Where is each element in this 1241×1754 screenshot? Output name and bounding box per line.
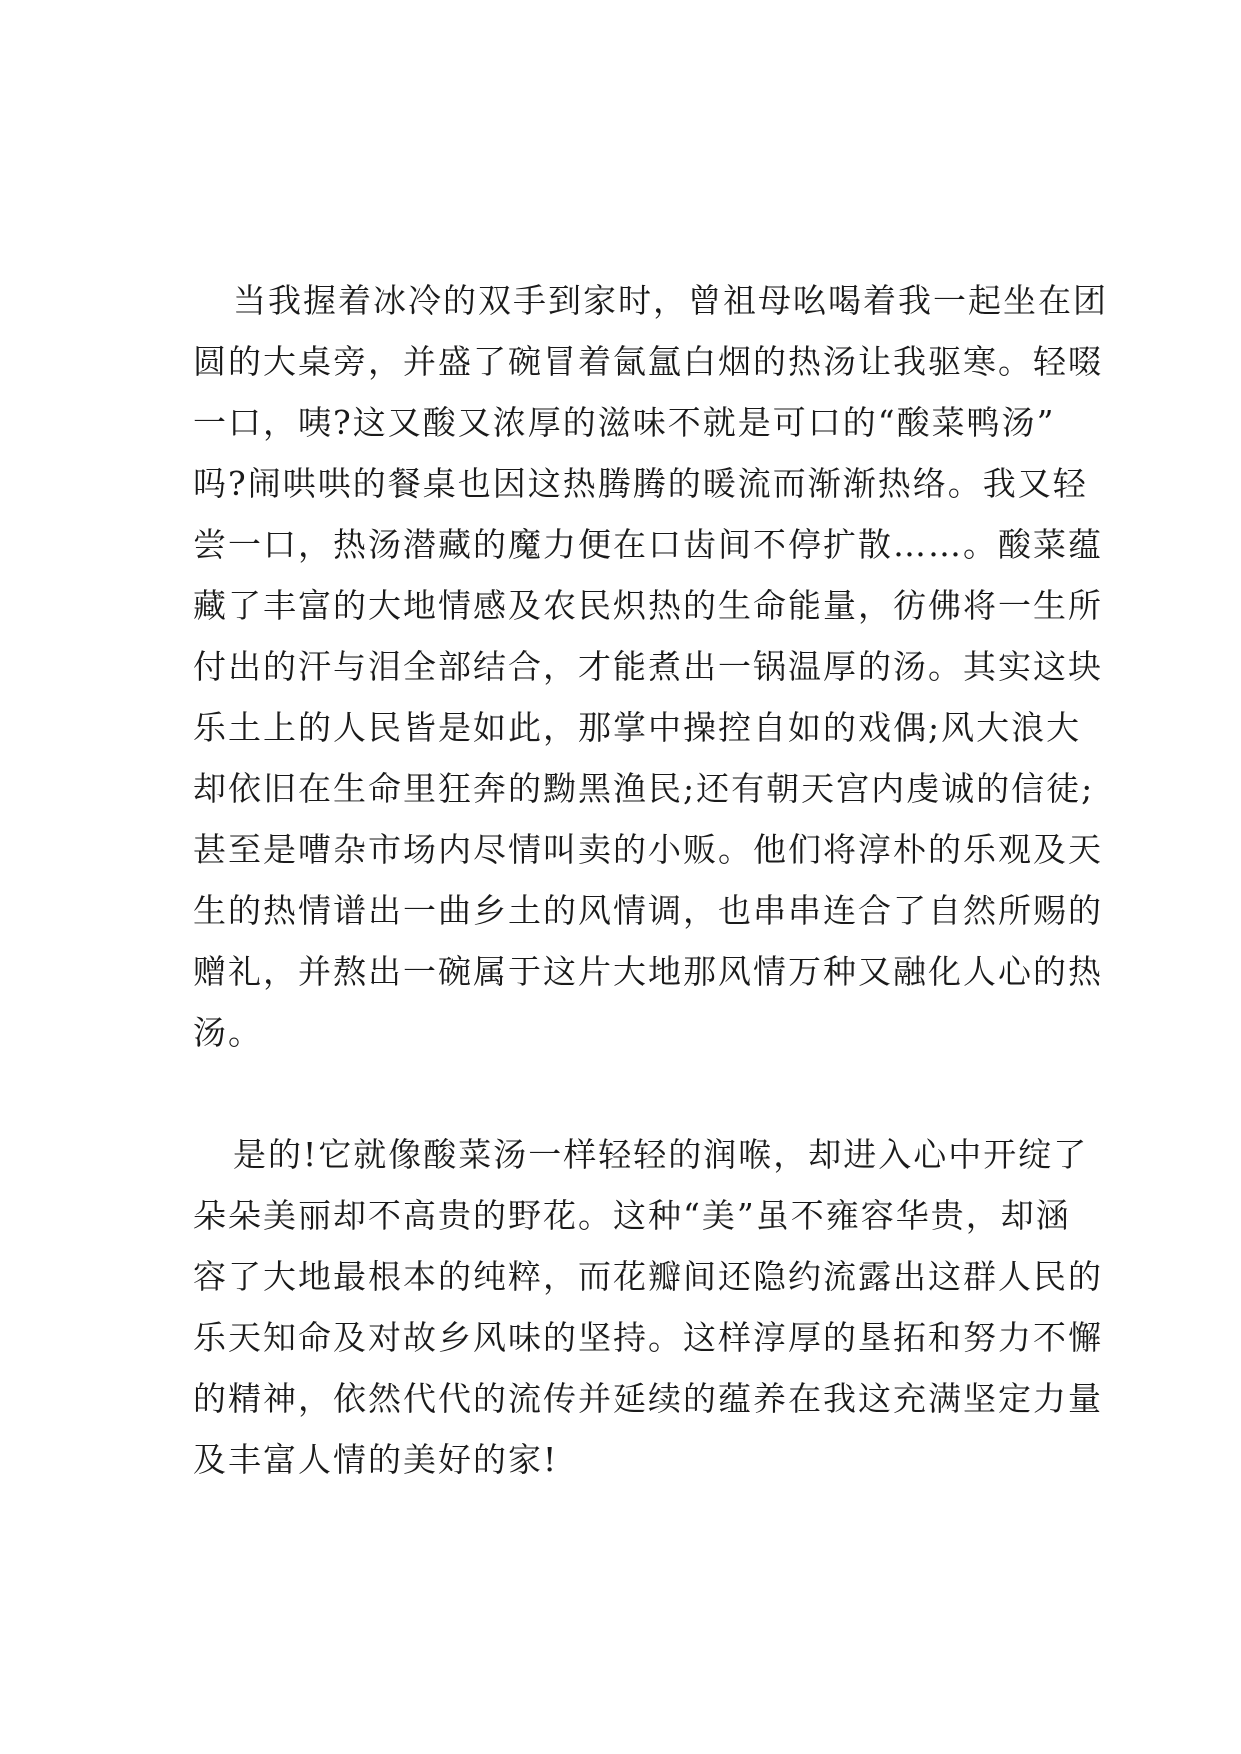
paragraph-line: 及丰富人情的美好的家! [193,1440,559,1479]
paragraph-line: 朵朵美丽却不高贵的野花。这种“美”虽不雍容华贵，却涵 [193,1196,1071,1235]
paragraph-line: 一口，咦?这又酸又浓厚的滋味不就是可口的“酸菜鸭汤” [193,403,1056,442]
paragraph-line: 藏了丰富的大地情感及农民炽热的生命能量，彷佛将一生所 [193,586,1103,625]
paragraph-line: 的精神，依然代代的流传并延续的蕴养在我这充满坚定力量 [193,1379,1103,1418]
paragraph-line: 圆的大桌旁，并盛了碗冒着氤氲白烟的热汤让我驱寒。轻啜 [193,342,1103,381]
paragraph-line: 乐土上的人民皆是如此，那掌中操控自如的戏偶;风大浪大 [193,708,1082,747]
paragraph-2 [193,1124,1103,1490]
paragraph-line: 汤。 [193,1013,263,1052]
paragraph-line: 乐天知命及对故乡风味的坚持。这样淳厚的垦拓和努力不懈 [193,1318,1103,1357]
paragraph-line: 容了大地最根本的纯粹，而花瓣间还隐约流露出这群人民的 [193,1257,1103,1296]
paragraph-line: 是的!它就像酸菜汤一样轻轻的润喉，却进入心中开绽了 [233,1135,1089,1174]
paragraph-1 [193,270,1108,1063]
paragraph-line: 当我握着冰冷的双手到家时，曾祖母吆喝着我一起坐在团 [233,281,1108,320]
paragraph-line: 生的热情谱出一曲乡土的风情调，也串串连合了自然所赐的 [193,891,1103,930]
paragraph-line: 付出的汗与泪全部结合，才能煮出一锅温厚的汤。其实这块 [193,647,1103,686]
paragraph-line: 却依旧在生命里狂奔的黝黑渔民;还有朝天宫内虔诚的信徒; [193,769,1095,808]
paragraph-line: 赠礼，并熬出一碗属于这片大地那风情万种又融化人心的热 [193,952,1103,991]
paragraph-line: 甚至是嘈杂市场内尽情叫卖的小贩。他们将淳朴的乐观及天 [193,830,1103,869]
paragraph-line: 尝一口，热汤潜藏的魔力便在口齿间不停扩散……。酸菜蕴 [193,525,1103,564]
paragraph-line: 吗?闹哄哄的餐桌也因这热腾腾的暖流而渐渐热络。我又轻 [193,464,1088,503]
